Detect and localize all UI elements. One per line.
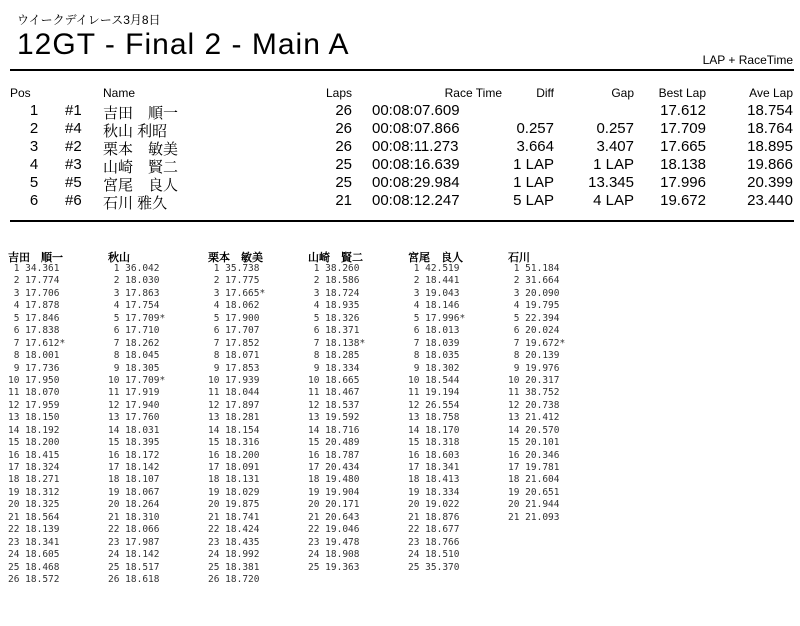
lap-time: 6 18.013 — [408, 325, 460, 337]
lap-time: 9 18.305 — [108, 362, 160, 374]
lap-time: 19 18.029 — [208, 486, 260, 498]
cell-name: 栗本 敏美 — [103, 141, 179, 158]
cell-best: 17.612 — [660, 102, 706, 119]
lap-time: 2 17.775 — [208, 275, 260, 287]
cell-no: #2 — [65, 138, 82, 155]
lap-times-area — [8, 249, 794, 621]
lap-time: 12 17.959 — [8, 399, 60, 411]
lap-time: 21 21.093 — [508, 511, 560, 523]
lap-time: 3 19.043 — [408, 287, 460, 299]
lap-time: 11 18.467 — [308, 387, 360, 399]
lap-time: 8 18.001 — [8, 350, 60, 362]
lap-time: 20 18.325 — [8, 499, 60, 511]
lap-time: 5 22.394 — [508, 312, 560, 324]
lap-column — [408, 249, 508, 574]
lap-time: 20 21.944 — [508, 499, 560, 511]
lap-time: 19 18.334 — [408, 486, 460, 498]
lap-time: 10 17.950 — [8, 374, 60, 386]
cell-pos: 6 — [29, 192, 39, 209]
lap-time: 14 18.154 — [208, 424, 260, 436]
lap-time: 15 18.395 — [108, 437, 160, 449]
lap-time: 20 18.264 — [108, 499, 160, 511]
lap-time: 2 18.441 — [408, 275, 460, 287]
col-laps: Laps — [325, 86, 352, 100]
lap-time: 20 20.171 — [308, 499, 360, 511]
cell-gap: 3.407 — [596, 138, 634, 155]
lap-time: 20 19.022 — [408, 499, 460, 511]
lap-time: 3 17.706 — [8, 287, 60, 299]
lap-time: 21 18.564 — [8, 511, 60, 523]
lap-time: 21 18.876 — [408, 511, 460, 523]
lap-time: 6 18.371 — [308, 325, 360, 337]
lap-time: 18 18.271 — [8, 474, 60, 486]
lap-time: 22 18.424 — [208, 524, 260, 536]
lap-column — [308, 249, 408, 574]
cell-name: 山崎 賢二 — [103, 159, 179, 176]
lap-time: 7 18.138* — [308, 337, 366, 349]
lap-time: 25 18.468 — [8, 561, 60, 573]
lap-time: 26 18.572 — [8, 573, 60, 585]
lap-time: 8 18.045 — [108, 350, 160, 362]
lap-time: 25 35.370 — [408, 561, 460, 573]
cell-no: #3 — [65, 156, 82, 173]
cell-name: 秋山 利昭 — [103, 123, 168, 140]
lap-time: 3 18.724 — [308, 287, 360, 299]
lap-time: 4 17.754 — [108, 300, 160, 312]
lap-time: 1 35.738 — [208, 263, 260, 274]
lap-time: 8 18.035 — [408, 350, 460, 362]
cell-name: 石川 雅久 — [103, 195, 168, 212]
lap-column-driver: 石川 — [508, 252, 530, 264]
lap-time: 24 18.510 — [408, 549, 460, 561]
lap-time: 6 17.838 — [8, 325, 60, 337]
cell-ave: 23.440 — [747, 192, 793, 209]
lap-time: 11 17.919 — [108, 387, 160, 399]
cell-diff: 1 LAP — [513, 174, 554, 191]
lap-time: 17 18.142 — [108, 462, 160, 473]
lap-time: 14 18.170 — [408, 424, 460, 436]
results-table — [10, 84, 794, 210]
lap-time: 25 19.363 — [308, 561, 360, 573]
lap-column — [108, 249, 208, 586]
lap-time: 4 18.935 — [308, 300, 360, 312]
title-rule — [10, 69, 794, 71]
lap-time: 1 38.260 — [308, 263, 360, 274]
lap-time: 1 36.042 — [108, 263, 160, 274]
cell-diff: 5 LAP — [513, 192, 554, 209]
cell-best: 18.138 — [660, 156, 706, 173]
lap-time: 26 18.720 — [208, 573, 260, 585]
lap-time: 9 18.302 — [408, 362, 460, 374]
lap-time: 18 18.131 — [208, 474, 260, 486]
lap-time: 11 18.070 — [8, 387, 60, 399]
lap-time: 23 18.766 — [408, 536, 460, 548]
lap-time: 3 17.863 — [108, 287, 160, 299]
event-subtitle: ウイークデイレース3月8日 — [17, 13, 161, 27]
lap-time: 26 18.618 — [108, 573, 160, 585]
lap-time: 7 18.262 — [108, 337, 160, 349]
lap-time: 25 18.517 — [108, 561, 160, 573]
lap-time: 8 20.139 — [508, 350, 560, 362]
cell-laps: 26 — [335, 102, 352, 119]
cell-gap: 4 LAP — [593, 192, 634, 209]
table-row — [10, 174, 794, 192]
results-body — [10, 102, 794, 210]
lap-time: 1 42.519 — [408, 263, 460, 274]
lap-time: 12 26.554 — [408, 399, 460, 411]
lap-time: 13 17.760 — [108, 412, 160, 424]
lap-time: 4 18.146 — [408, 300, 460, 312]
cell-laps: 25 — [335, 156, 352, 173]
lap-time: 16 18.200 — [208, 449, 260, 461]
lap-time: 8 18.071 — [208, 350, 260, 362]
cell-laps: 26 — [335, 120, 352, 137]
cell-no: #4 — [65, 120, 82, 137]
page-title: 12GT - Final 2 - Main A — [17, 28, 350, 61]
lap-time: 10 18.544 — [408, 374, 460, 386]
lap-time: 7 19.672* — [508, 337, 566, 349]
col-best-lap: Best Lap — [658, 86, 706, 100]
lap-time: 16 18.415 — [8, 449, 60, 461]
col-ave-lap: Ave Lap — [749, 86, 793, 100]
cell-best: 17.665 — [660, 138, 706, 155]
lap-time: 24 18.992 — [208, 549, 260, 561]
table-row — [10, 102, 794, 120]
lap-time: 9 17.853 — [208, 362, 260, 374]
results-header — [10, 84, 794, 102]
cell-gap: 0.257 — [596, 120, 634, 137]
lap-time: 22 19.046 — [308, 524, 360, 536]
lap-time: 13 21.412 — [508, 412, 560, 424]
lap-time: 4 18.062 — [208, 300, 260, 312]
cell-ave: 18.895 — [747, 138, 793, 155]
cell-best: 17.996 — [660, 174, 706, 191]
lap-time: 16 20.346 — [508, 449, 560, 461]
cell-pos: 2 — [29, 120, 39, 137]
lap-time: 23 18.341 — [8, 536, 60, 548]
lap-time: 3 20.090 — [508, 287, 560, 299]
cell-laps: 26 — [335, 138, 352, 155]
lap-time: 13 18.758 — [408, 412, 460, 424]
lap-time: 1 34.361 — [8, 263, 60, 274]
cell-ave: 20.399 — [747, 174, 793, 191]
cell-no: #1 — [65, 102, 82, 119]
lap-time: 11 19.194 — [408, 387, 460, 399]
lap-time: 13 18.281 — [208, 412, 260, 424]
cell-laps: 25 — [335, 174, 352, 191]
lap-time: 21 18.741 — [208, 511, 260, 523]
cell-diff: 1 LAP — [513, 156, 554, 173]
lap-time: 22 18.677 — [408, 524, 460, 536]
lap-time: 10 20.317 — [508, 374, 560, 386]
lap-column-driver: 宮尾 良人 — [408, 252, 463, 264]
lap-time: 7 18.039 — [408, 337, 460, 349]
cell-pos: 4 — [29, 156, 39, 173]
lap-column — [8, 249, 108, 586]
lap-column-driver: 秋山 — [108, 252, 130, 264]
cell-race-time: 00:08:11.273 — [372, 138, 459, 155]
lap-time: 14 18.192 — [8, 424, 60, 436]
cell-gap: 13.345 — [588, 174, 634, 191]
lap-time: 6 17.710 — [108, 325, 160, 337]
results-rule — [10, 220, 794, 222]
lap-note: LAP + RaceTime — [702, 53, 793, 67]
lap-time: 9 17.736 — [8, 362, 60, 374]
lap-time: 9 19.976 — [508, 362, 560, 374]
lap-time: 14 18.031 — [108, 424, 160, 436]
cell-no: #6 — [65, 192, 82, 209]
cell-race-time: 00:08:07.866 — [372, 120, 460, 137]
lap-time: 20 19.875 — [208, 499, 260, 511]
lap-time: 15 18.200 — [8, 437, 60, 449]
lap-time: 6 17.707 — [208, 325, 260, 337]
cell-ave: 19.866 — [747, 156, 793, 173]
lap-time: 10 18.665 — [308, 374, 360, 386]
lap-time: 1 51.184 — [508, 263, 560, 274]
cell-pos: 1 — [29, 102, 39, 119]
cell-race-time: 00:08:07.609 — [372, 102, 460, 119]
lap-time: 2 18.586 — [308, 275, 360, 287]
lap-column — [208, 249, 308, 586]
lap-time: 23 18.435 — [208, 536, 260, 548]
lap-time: 11 18.044 — [208, 387, 260, 399]
lap-time: 15 18.318 — [408, 437, 460, 449]
lap-time: 13 18.150 — [8, 412, 60, 424]
lap-time: 4 19.795 — [508, 300, 560, 312]
lap-time: 22 18.139 — [8, 524, 60, 536]
lap-time: 17 18.324 — [8, 462, 60, 473]
lap-time: 17 20.434 — [308, 462, 360, 473]
lap-column-driver: 吉田 順一 — [8, 252, 63, 264]
lap-time: 19 19.904 — [308, 486, 360, 498]
col-gap: Gap — [611, 86, 634, 100]
lap-column-driver: 栗本 敏美 — [208, 252, 263, 264]
col-race-time: Race Time — [444, 86, 502, 100]
lap-time: 3 17.665* — [208, 287, 266, 299]
lap-time: 25 18.381 — [208, 561, 260, 573]
lap-time: 17 19.781 — [508, 462, 560, 473]
cell-no: #5 — [65, 174, 82, 191]
lap-time: 2 31.664 — [508, 275, 560, 287]
lap-time: 7 17.612* — [8, 337, 66, 349]
lap-time: 18 18.413 — [408, 474, 460, 486]
lap-column — [508, 249, 608, 524]
lap-time: 21 20.643 — [308, 511, 360, 523]
lap-time: 24 18.908 — [308, 549, 360, 561]
cell-ave: 18.754 — [747, 102, 793, 119]
lap-time: 12 18.537 — [308, 399, 360, 411]
cell-ave: 18.764 — [747, 120, 793, 137]
lap-time: 11 38.752 — [508, 387, 560, 399]
lap-time: 23 17.987 — [108, 536, 160, 548]
lap-time: 18 21.604 — [508, 474, 560, 486]
lap-time: 16 18.603 — [408, 449, 460, 461]
lap-time: 22 18.066 — [108, 524, 160, 536]
lap-time: 15 20.101 — [508, 437, 560, 449]
lap-time: 17 18.091 — [208, 462, 260, 473]
lap-time: 7 17.852 — [208, 337, 260, 349]
cell-diff: 0.257 — [516, 120, 554, 137]
col-diff: Diff — [536, 86, 554, 100]
lap-time: 24 18.605 — [8, 549, 60, 561]
cell-pos: 3 — [29, 138, 39, 155]
lap-time: 18 19.480 — [308, 474, 360, 486]
table-row — [10, 192, 794, 210]
cell-name: 宮尾 良人 — [103, 177, 179, 194]
lap-time: 19 20.651 — [508, 486, 560, 498]
cell-diff: 3.664 — [516, 138, 554, 155]
lap-time: 13 19.592 — [308, 412, 360, 424]
cell-race-time: 00:08:12.247 — [372, 192, 460, 209]
lap-time: 12 20.738 — [508, 399, 560, 411]
cell-laps: 21 — [335, 192, 352, 209]
lap-time: 14 20.570 — [508, 424, 560, 436]
lap-time: 16 18.172 — [108, 449, 160, 461]
lap-time: 17 18.341 — [408, 462, 460, 473]
lap-time: 5 17.709* — [108, 312, 166, 324]
cell-name: 吉田 順一 — [103, 105, 179, 122]
table-row — [10, 156, 794, 174]
cell-pos: 5 — [29, 174, 39, 191]
lap-time: 9 18.334 — [308, 362, 360, 374]
lap-time: 14 18.716 — [308, 424, 360, 436]
cell-gap: 1 LAP — [593, 156, 634, 173]
col-pos: Pos — [10, 86, 31, 100]
lap-time: 12 17.940 — [108, 399, 160, 411]
lap-time: 23 19.478 — [308, 536, 360, 548]
lap-time: 15 18.316 — [208, 437, 260, 449]
lap-time: 5 17.900 — [208, 312, 260, 324]
lap-time: 5 18.326 — [308, 312, 360, 324]
cell-race-time: 00:08:16.639 — [372, 156, 460, 173]
lap-time: 6 20.024 — [508, 325, 560, 337]
lap-time: 2 17.774 — [8, 275, 60, 287]
cell-race-time: 00:08:29.984 — [372, 174, 460, 191]
lap-time: 15 20.489 — [308, 437, 360, 449]
lap-time: 19 18.067 — [108, 486, 160, 498]
lap-time: 5 17.996* — [408, 312, 466, 324]
lap-time: 2 18.030 — [108, 275, 160, 287]
lap-time: 12 17.897 — [208, 399, 260, 411]
lap-time: 10 17.939 — [208, 374, 260, 386]
lap-time: 16 18.787 — [308, 449, 360, 461]
lap-time: 21 18.310 — [108, 511, 160, 523]
table-row — [10, 138, 794, 156]
lap-time: 24 18.142 — [108, 549, 160, 561]
cell-best: 17.709 — [660, 120, 706, 137]
lap-time: 8 18.285 — [308, 350, 360, 362]
lap-time: 18 18.107 — [108, 474, 160, 486]
lap-column-driver: 山崎 賢二 — [308, 252, 363, 264]
lap-time: 10 17.709* — [108, 374, 166, 386]
lap-time: 19 18.312 — [8, 486, 60, 498]
col-name: Name — [103, 86, 136, 100]
cell-best: 19.672 — [660, 192, 706, 209]
table-row — [10, 120, 794, 138]
lap-time: 5 17.846 — [8, 312, 60, 324]
lap-time: 4 17.878 — [8, 300, 60, 312]
